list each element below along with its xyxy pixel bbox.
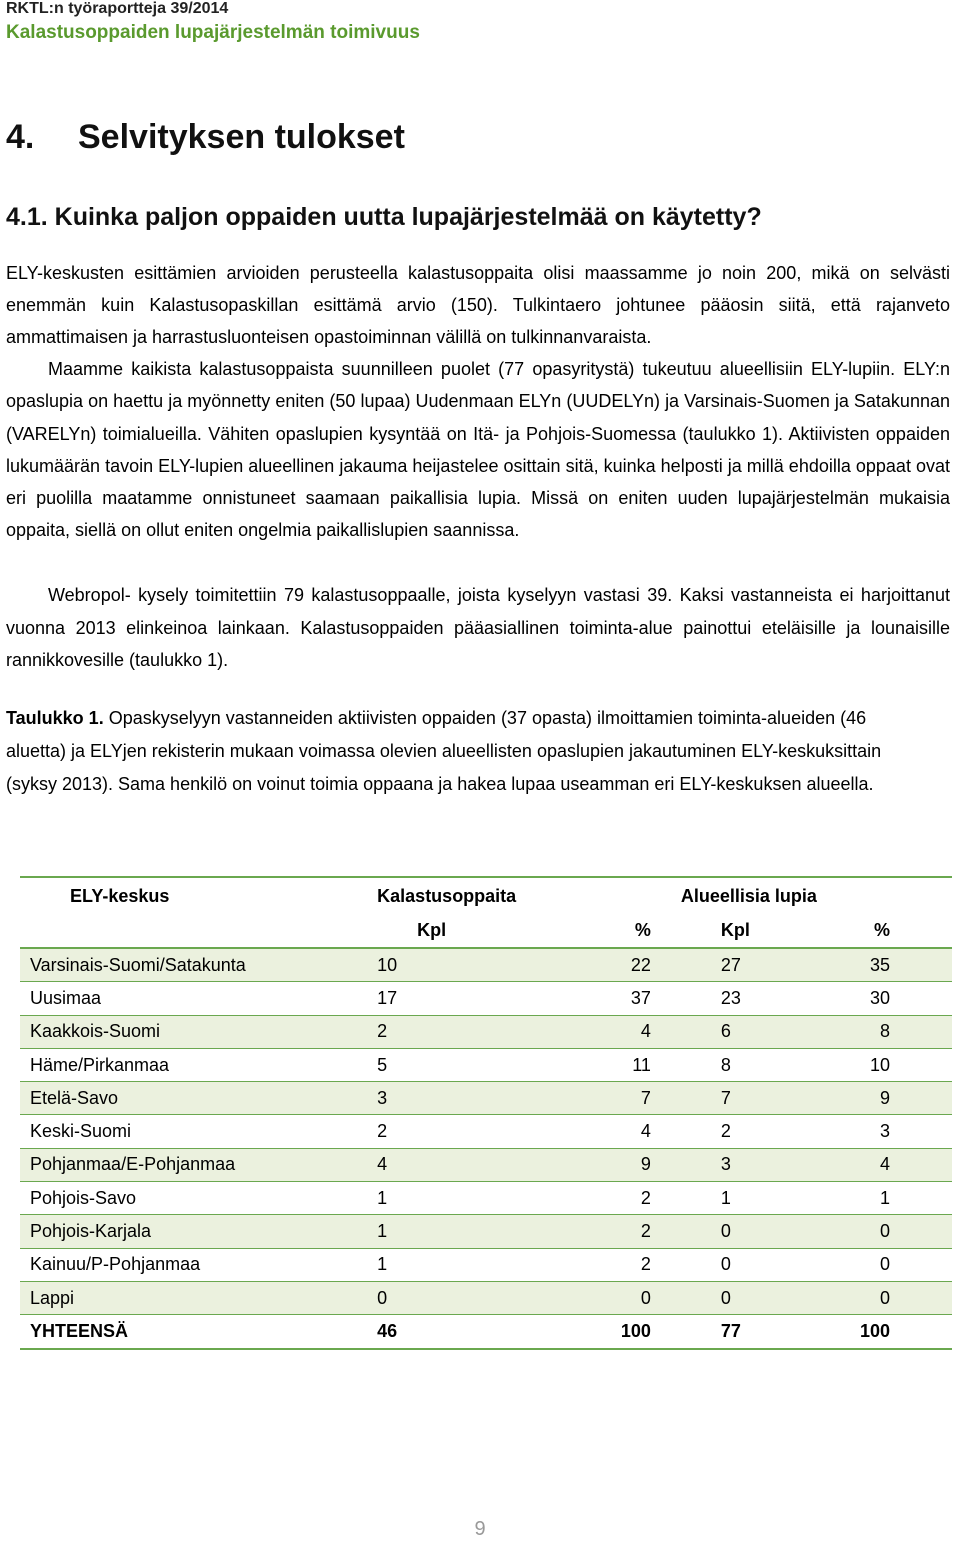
section-number: 4. — [6, 118, 35, 156]
row-kpl-1: 2 — [357, 1015, 541, 1048]
row-name: Uusimaa — [30, 987, 102, 1008]
row-pct-2: 8 — [850, 1015, 952, 1048]
section-title: Selvityksen tulokset — [78, 118, 405, 156]
row-pct-2: 9 — [850, 1082, 952, 1115]
ely-table — [20, 876, 952, 1350]
page-number: 9 — [474, 1518, 486, 1540]
row-kpl-1: 5 — [377, 1054, 388, 1075]
row-pct-2: 100 — [850, 1315, 952, 1349]
report-title-header: Kalastusoppaiden lupajärjestelmän toimivuus — [6, 22, 420, 43]
row-kpl-1: 17 — [377, 987, 398, 1008]
row-kpl-1: 3 — [357, 1082, 541, 1115]
row-kpl-1: 1 — [357, 1215, 541, 1248]
row-pct-2: 35 — [850, 948, 952, 982]
subsection-heading: 4.1. Kuinka paljon oppaiden uutta lupajärjestelmää on käytetty? — [6, 203, 762, 231]
row-kpl-2: 8 — [720, 1054, 731, 1075]
row-kpl-2: 0 — [661, 1215, 850, 1248]
row-pct-1: 100 — [542, 1315, 661, 1349]
table-row — [20, 1182, 952, 1215]
section-heading — [6, 118, 405, 157]
row-kpl-1: 46 — [357, 1315, 541, 1349]
row-name: Pohjanmaa/E-Pohjanmaa — [20, 1148, 357, 1181]
table-header-row — [20, 877, 952, 914]
row-kpl-2: 77 — [661, 1315, 850, 1349]
row-kpl-1: 1 — [377, 1187, 388, 1208]
row-name: Pohjois-Karjala — [20, 1215, 357, 1248]
row-name: Keski-Suomi — [30, 1121, 132, 1142]
row-pct-1: 22 — [542, 948, 661, 982]
row-kpl-1: 1 — [377, 1254, 388, 1275]
row-name: Varsinais-Suomi/Satakunta — [20, 948, 357, 982]
row-pct-1: 37 — [630, 987, 651, 1008]
table-row — [20, 1115, 952, 1148]
row-pct-2: 3 — [879, 1121, 890, 1142]
header-kalastusoppaita: Kalastusoppaita — [357, 877, 661, 914]
row-pct-2: 0 — [850, 1281, 952, 1314]
row-name: Etelä-Savo — [20, 1082, 357, 1115]
row-name: Häme/Pirkanmaa — [30, 1054, 170, 1075]
subheader-pct-2: % — [850, 914, 952, 948]
row-kpl-2: 3 — [661, 1148, 850, 1181]
row-kpl-2: 7 — [661, 1082, 850, 1115]
table-row — [20, 1082, 952, 1115]
table-caption — [6, 702, 926, 801]
table-row — [20, 1048, 952, 1081]
row-pct-2: 1 — [879, 1187, 890, 1208]
subheader-empty — [20, 914, 357, 948]
header-alueellisia-lupia: Alueellisia lupia — [661, 877, 952, 914]
table-row — [20, 1281, 952, 1314]
table-row — [20, 1148, 952, 1181]
table-row — [20, 1015, 952, 1048]
paragraph-2: Maamme kaikista kalastusoppaista suunnilleen puolet (77 opasyritystä) tukeutuu alueellisiin ELY-lupiin. ELY:n opaslupia on haettu ja myönnetty eniten (50 lupaa) Uudenmaan ELYn (UUDELYn) ja Varsinais-Suomen ja Satakunnan (VARELYn) toimialueilla. Vähiten opaslupien kysyntää on Itä- ja Pohjois-Suomessa (taulukko 1). Aktiivisten oppaiden lukumäärän tavoin ELY-lupien alueellinen jakauma heijastelee osittain sitä, kuinka helposti ja millä ehdoilla oppaat ovat eri puolilla maatamme onnistuneet saamaan paikallisia lupia. Missä on eniten uuden lupajärjestelmän mukaisia oppaita, siellä on ollut eniten ongelmia paikallislupien saannissa. — [6, 359, 950, 541]
row-pct-1: 4 — [640, 1121, 651, 1142]
table-row — [20, 1215, 952, 1248]
row-kpl-1: 0 — [357, 1281, 541, 1314]
row-pct-2: 0 — [850, 1215, 952, 1248]
row-kpl-2: 27 — [661, 948, 850, 982]
row-kpl-1: 2 — [377, 1121, 388, 1142]
row-pct-1: 0 — [542, 1281, 661, 1314]
table-caption-text: Opaskyselyyn vastanneiden aktiivisten oppaiden (37 opasta) ilmoittamien toiminta-alueiden (46 aluetta) ja ELYjen rekisterin mukaan voimassa olevien alueellisten opaslupien jakautuminen ELY-keskuksittain (syksy 2013). Sama henkilö on voinut toimia oppaana ja hakea lupaa useamman eri ELY-keskuksen alueella. — [6, 708, 882, 794]
table-total-row — [20, 1315, 952, 1349]
report-series-header: RKTL:n työraportteja 39/2014 — [6, 0, 229, 17]
paragraph-1: ELY-keskusten esittämien arvioiden perusteella kalastusoppaita olisi maassamme jo noin 200, mikä on selvästi enemmän kuin Kalastusopaskillan esittämä arvio (150). Tulkintaero johtunee pääosin siitä, että rajanveto ammattimaisen ja harrastusluonteisen opastoiminnan välillä on tulkinnanvaraista. — [6, 263, 950, 347]
row-pct-2: 0 — [879, 1254, 890, 1275]
row-name: YHTEENSÄ — [20, 1315, 357, 1349]
row-pct-1: 2 — [640, 1187, 651, 1208]
row-pct-1: 7 — [542, 1082, 661, 1115]
row-pct-2: 10 — [869, 1054, 890, 1075]
table-caption-label: Taulukko 1. — [6, 708, 104, 728]
row-pct-2: 4 — [850, 1148, 952, 1181]
paragraph-3: Webropol- kysely toimitettiin 79 kalastusoppaalle, joista kyselyyn vastasi 39. Kaksi vastanneista ei harjoittanut vuonna 2013 elinkeinoa lainkaan. Kalastusoppaiden pääasiallinen toiminta-alue painottui eteläisille ja lounaisille rannikkovesille (taulukko 1). — [6, 585, 950, 670]
row-pct-1: 2 — [640, 1254, 651, 1275]
row-pct-1: 9 — [542, 1148, 661, 1181]
table-row — [20, 948, 952, 982]
row-kpl-2: 6 — [661, 1015, 850, 1048]
table-subheader-row — [20, 914, 952, 948]
row-kpl-2: 2 — [720, 1121, 731, 1142]
row-pct-1: 2 — [542, 1215, 661, 1248]
row-pct-1: 11 — [632, 1054, 651, 1075]
row-kpl-2: 23 — [720, 987, 741, 1008]
row-name: Kaakkois-Suomi — [20, 1015, 357, 1048]
header-ely-keskus: ELY-keskus — [20, 877, 357, 914]
row-kpl-1: 10 — [357, 948, 541, 982]
table-row — [20, 1248, 952, 1281]
row-name: Kainuu/P-Pohjanmaa — [30, 1254, 201, 1275]
row-kpl-1: 4 — [357, 1148, 541, 1181]
row-name: Pohjois-Savo — [30, 1187, 137, 1208]
row-kpl-2: 0 — [720, 1254, 731, 1275]
subheader-pct-1: % — [542, 914, 661, 948]
subheader-kpl-1: Kpl — [357, 914, 541, 948]
table-row — [20, 982, 952, 1015]
row-pct-1: 4 — [542, 1015, 661, 1048]
row-name: Lappi — [20, 1281, 357, 1314]
row-kpl-2: 1 — [720, 1187, 731, 1208]
row-kpl-2: 0 — [661, 1281, 850, 1314]
row-pct-2: 30 — [869, 987, 890, 1008]
subheader-kpl-2: Kpl — [661, 914, 850, 948]
